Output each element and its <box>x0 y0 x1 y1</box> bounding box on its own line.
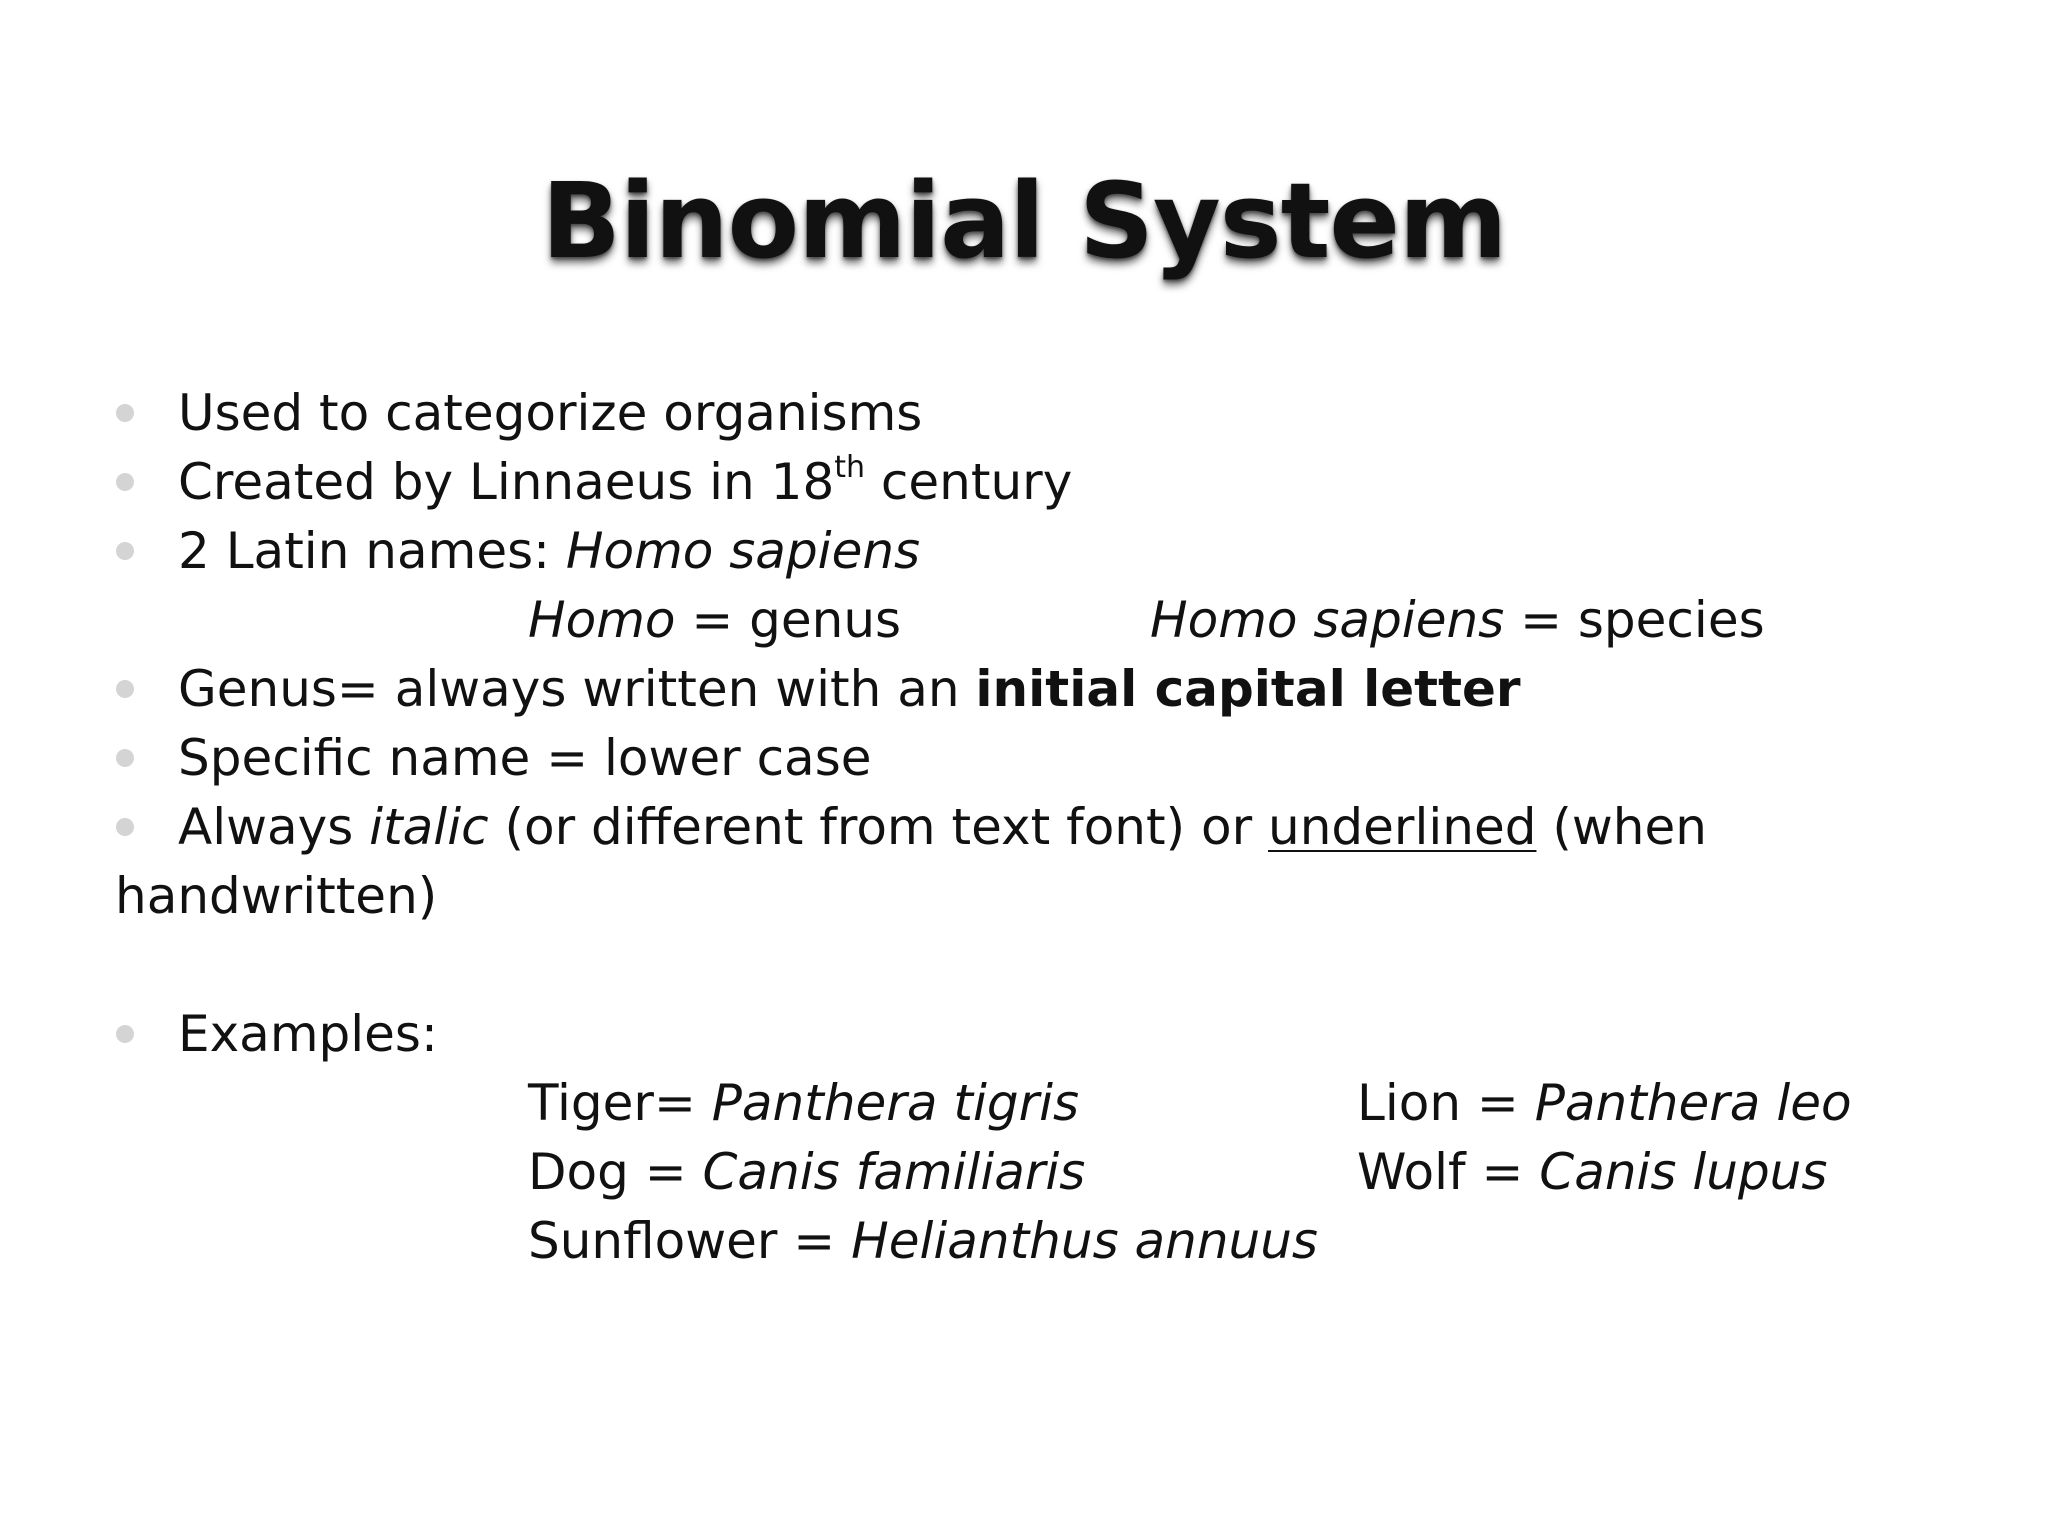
bullet-specific-name <box>178 724 872 792</box>
latin-species: Homo sapiens <box>1150 591 1505 649</box>
bullet-dot <box>116 1025 134 1043</box>
bullet-dot <box>116 818 134 836</box>
latin-name: Canis lupus <box>1539 1143 1828 1201</box>
example-tiger <box>528 1069 1079 1137</box>
species-label: = species <box>1504 591 1765 649</box>
genus-definition <box>528 586 901 654</box>
example-wolf <box>1357 1138 1827 1206</box>
bullet-text: Created by Linnaeus in 18 <box>178 453 835 511</box>
genus-label: = genus <box>675 591 902 649</box>
bullet-used-to-categorize <box>178 379 922 447</box>
bullet-dot <box>116 404 134 422</box>
example-sunflower <box>528 1207 1318 1275</box>
species-definition <box>1150 586 1765 654</box>
example-dog <box>528 1138 1085 1206</box>
example-lion <box>1357 1069 1852 1137</box>
common-name: Dog = <box>528 1143 703 1201</box>
bullet-text: Used to categorize organisms <box>178 384 923 442</box>
latin-name: Homo sapiens <box>565 522 921 580</box>
latin-name: Helianthus annuus <box>851 1212 1318 1270</box>
bullet-examples <box>178 1000 438 1068</box>
bullet-text-end: (when <box>1536 798 1707 856</box>
bullet-text-mid: (or different from text font) or <box>488 798 1269 856</box>
bullet-text: Specific name = lower case <box>178 729 872 787</box>
bullet-text: Genus= always written with an <box>178 660 976 718</box>
underlined-text: underlined <box>1268 798 1537 856</box>
bold-text: initial capital letter <box>975 660 1521 718</box>
latin-name: Panthera tigris <box>711 1074 1080 1132</box>
bullet-always-italic <box>178 793 1707 861</box>
bullet-text: Examples: <box>178 1005 438 1063</box>
bullet-text-end: century <box>865 453 1073 511</box>
latin-name: Canis familiaris <box>702 1143 1086 1201</box>
bullet-text: 2 Latin names: <box>178 522 566 580</box>
superscript-th: th <box>834 450 866 485</box>
latin-genus: Homo <box>528 591 676 649</box>
italic-text: italic <box>369 798 489 856</box>
common-name: Lion = <box>1357 1074 1535 1132</box>
bullet-text: Always <box>178 798 370 856</box>
latin-name: Panthera leo <box>1534 1074 1852 1132</box>
bullet-dot <box>116 473 134 491</box>
slide-title: Binomial System <box>541 160 1507 282</box>
bullet-text: handwritten) <box>115 867 438 925</box>
common-name: Sunflower = <box>528 1212 852 1270</box>
bullet-created-by-linnaeus <box>178 448 1072 516</box>
bullet-always-italic-continued <box>115 862 437 930</box>
bullet-genus-capital <box>178 655 1521 723</box>
common-name: Tiger= <box>528 1074 712 1132</box>
bullet-dot <box>116 680 134 698</box>
bullet-latin-names <box>178 517 920 585</box>
bullet-dot <box>116 542 134 560</box>
common-name: Wolf = <box>1357 1143 1540 1201</box>
bullet-dot <box>116 749 134 767</box>
